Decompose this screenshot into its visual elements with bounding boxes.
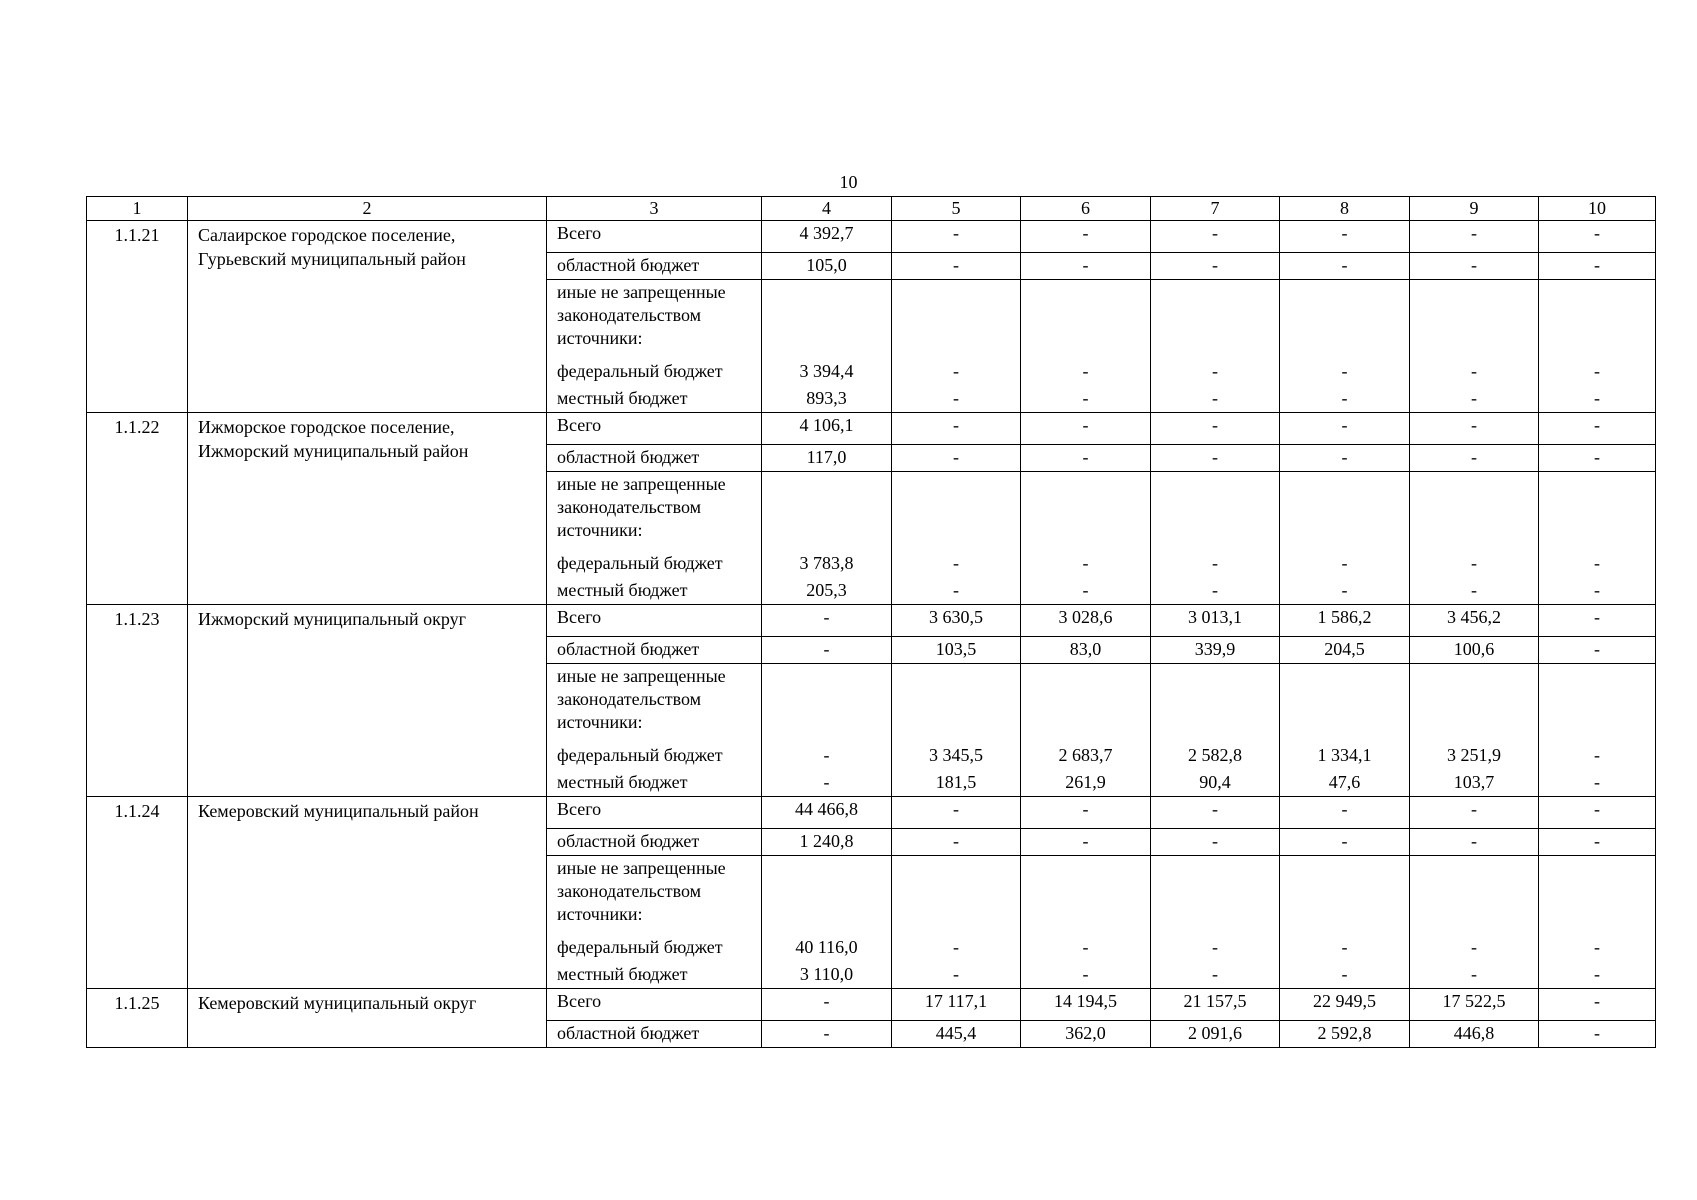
value-cell: 103,7 xyxy=(1410,769,1539,797)
value-cell: - xyxy=(1539,358,1656,385)
value-cell xyxy=(892,280,1021,359)
value-cell xyxy=(1151,280,1280,359)
value-cell: - xyxy=(1280,385,1410,413)
value-cell: 4 392,7 xyxy=(762,221,892,253)
value-cell: 117,0 xyxy=(762,445,892,472)
value-cell: 3 630,5 xyxy=(892,605,1021,637)
budget-table xyxy=(86,196,1656,1048)
value-cell: - xyxy=(1539,637,1656,664)
column-header: 8 xyxy=(1280,197,1410,221)
value-cell: - xyxy=(1151,934,1280,961)
value-cell: 21 157,5 xyxy=(1151,989,1280,1021)
value-cell: - xyxy=(1280,797,1410,829)
value-cell: - xyxy=(892,829,1021,856)
item-code: 1.1.22 xyxy=(87,413,188,605)
value-cell: - xyxy=(1280,829,1410,856)
value-cell: - xyxy=(1280,934,1410,961)
value-cell: - xyxy=(1021,358,1151,385)
value-cell: - xyxy=(1539,550,1656,577)
value-cell: - xyxy=(1151,221,1280,253)
value-cell: - xyxy=(1410,797,1539,829)
value-cell: - xyxy=(1021,829,1151,856)
source-label: местный бюджет xyxy=(547,961,762,989)
value-cell xyxy=(1410,280,1539,359)
value-cell: - xyxy=(1539,605,1656,637)
value-cell: 3 345,5 xyxy=(892,742,1021,769)
value-cell: - xyxy=(1151,358,1280,385)
value-cell: - xyxy=(1539,385,1656,413)
value-cell: - xyxy=(892,221,1021,253)
value-cell: - xyxy=(1021,221,1151,253)
source-label: областной бюджет xyxy=(547,829,762,856)
source-label: иные не запрещенные законодательством источники: xyxy=(547,280,762,359)
value-cell: - xyxy=(1410,358,1539,385)
value-cell: - xyxy=(892,797,1021,829)
value-cell: - xyxy=(1539,445,1656,472)
value-cell: - xyxy=(1410,253,1539,280)
value-cell: 1 586,2 xyxy=(1280,605,1410,637)
value-cell xyxy=(892,856,1021,935)
value-cell: - xyxy=(892,550,1021,577)
value-cell xyxy=(1280,472,1410,551)
value-cell xyxy=(1539,664,1656,743)
value-cell: 2 582,8 xyxy=(1151,742,1280,769)
value-cell: - xyxy=(1410,829,1539,856)
value-cell: - xyxy=(1021,253,1151,280)
value-cell: - xyxy=(1021,934,1151,961)
value-cell: 17 117,1 xyxy=(892,989,1021,1021)
value-cell: 3 783,8 xyxy=(762,550,892,577)
item-code: 1.1.24 xyxy=(87,797,188,989)
value-cell: 4 106,1 xyxy=(762,413,892,445)
value-cell: - xyxy=(1021,445,1151,472)
value-cell: 446,8 xyxy=(1410,1021,1539,1048)
value-cell: - xyxy=(892,253,1021,280)
value-cell xyxy=(1539,280,1656,359)
value-cell: - xyxy=(892,445,1021,472)
value-cell xyxy=(892,472,1021,551)
value-cell: - xyxy=(1539,934,1656,961)
value-cell: 1 334,1 xyxy=(1280,742,1410,769)
item-name: Салаирское городское поселение, Гурьевский муниципальный район xyxy=(188,221,547,413)
source-label: иные не запрещенные законодательством источники: xyxy=(547,472,762,551)
value-cell: - xyxy=(1151,385,1280,413)
value-cell xyxy=(892,664,1021,743)
column-header: 6 xyxy=(1021,197,1151,221)
value-cell: 2 592,8 xyxy=(1280,1021,1410,1048)
value-cell: - xyxy=(1539,961,1656,989)
value-cell: - xyxy=(1410,445,1539,472)
value-cell: 47,6 xyxy=(1280,769,1410,797)
value-cell: - xyxy=(1151,413,1280,445)
column-header: 1 xyxy=(87,197,188,221)
value-cell xyxy=(1410,472,1539,551)
item-name: Кемеровский муниципальный округ xyxy=(188,989,547,1048)
value-cell: - xyxy=(1280,413,1410,445)
value-cell: - xyxy=(1021,550,1151,577)
column-header: 3 xyxy=(547,197,762,221)
value-cell: - xyxy=(1539,797,1656,829)
value-cell: - xyxy=(892,385,1021,413)
value-cell: 3 028,6 xyxy=(1021,605,1151,637)
value-cell: - xyxy=(1151,445,1280,472)
source-label: федеральный бюджет xyxy=(547,358,762,385)
source-label: иные не запрещенные законодательством источники: xyxy=(547,856,762,935)
item-code: 1.1.25 xyxy=(87,989,188,1048)
value-cell: - xyxy=(1410,961,1539,989)
value-cell: 105,0 xyxy=(762,253,892,280)
value-cell: 103,5 xyxy=(892,637,1021,664)
value-cell: 3 251,9 xyxy=(1410,742,1539,769)
table-row xyxy=(87,989,1656,1021)
value-cell: - xyxy=(1410,413,1539,445)
value-cell: - xyxy=(762,605,892,637)
value-cell xyxy=(1151,856,1280,935)
value-cell: - xyxy=(762,769,892,797)
value-cell: - xyxy=(1539,253,1656,280)
value-cell: - xyxy=(1151,797,1280,829)
value-cell: 90,4 xyxy=(1151,769,1280,797)
value-cell: - xyxy=(1410,221,1539,253)
value-cell: - xyxy=(1151,550,1280,577)
value-cell: - xyxy=(1021,577,1151,605)
value-cell xyxy=(1151,664,1280,743)
value-cell: - xyxy=(1280,445,1410,472)
table-row xyxy=(87,797,1656,829)
value-cell: 205,3 xyxy=(762,577,892,605)
value-cell: 40 116,0 xyxy=(762,934,892,961)
value-cell xyxy=(1410,664,1539,743)
value-cell xyxy=(762,856,892,935)
source-label: Всего xyxy=(547,605,762,637)
value-cell: - xyxy=(1410,550,1539,577)
source-label: Всего xyxy=(547,797,762,829)
value-cell xyxy=(1021,280,1151,359)
value-cell: - xyxy=(1539,221,1656,253)
table-row xyxy=(87,605,1656,637)
source-label: иные не запрещенные законодательством источники: xyxy=(547,664,762,743)
value-cell: - xyxy=(1021,797,1151,829)
value-cell xyxy=(1021,856,1151,935)
value-cell xyxy=(762,664,892,743)
value-cell xyxy=(1280,856,1410,935)
source-label: Всего xyxy=(547,413,762,445)
value-cell: - xyxy=(1539,769,1656,797)
value-cell: 17 522,5 xyxy=(1410,989,1539,1021)
value-cell: - xyxy=(892,413,1021,445)
source-label: федеральный бюджет xyxy=(547,934,762,961)
value-cell: - xyxy=(1539,1021,1656,1048)
value-cell xyxy=(1539,472,1656,551)
value-cell: - xyxy=(1280,961,1410,989)
value-cell: - xyxy=(1021,413,1151,445)
item-name: Кемеровский муниципальный район xyxy=(188,797,547,989)
value-cell: 181,5 xyxy=(892,769,1021,797)
value-cell: 1 240,8 xyxy=(762,829,892,856)
source-label: местный бюджет xyxy=(547,577,762,605)
value-cell: - xyxy=(1539,829,1656,856)
value-cell: - xyxy=(762,989,892,1021)
source-label: областной бюджет xyxy=(547,445,762,472)
value-cell: - xyxy=(762,637,892,664)
value-cell: - xyxy=(892,577,1021,605)
table-row xyxy=(87,221,1656,253)
value-cell xyxy=(762,472,892,551)
source-label: местный бюджет xyxy=(547,769,762,797)
value-cell: 362,0 xyxy=(1021,1021,1151,1048)
value-cell: - xyxy=(1410,934,1539,961)
value-cell: - xyxy=(1151,961,1280,989)
value-cell: - xyxy=(1539,413,1656,445)
column-header: 10 xyxy=(1539,197,1656,221)
column-header: 9 xyxy=(1410,197,1539,221)
value-cell: 339,9 xyxy=(1151,637,1280,664)
item-name: Ижморское городское поселение, Ижморский муниципальный район xyxy=(188,413,547,605)
header-row xyxy=(87,197,1656,221)
value-cell: - xyxy=(1280,358,1410,385)
value-cell xyxy=(1021,472,1151,551)
source-label: федеральный бюджет xyxy=(547,742,762,769)
column-header: 2 xyxy=(188,197,547,221)
value-cell: - xyxy=(762,1021,892,1048)
value-cell: - xyxy=(762,742,892,769)
column-header: 4 xyxy=(762,197,892,221)
value-cell: - xyxy=(892,961,1021,989)
value-cell: - xyxy=(1151,829,1280,856)
item-name: Ижморский муниципальный округ xyxy=(188,605,547,797)
value-cell: 44 466,8 xyxy=(762,797,892,829)
value-cell: 100,6 xyxy=(1410,637,1539,664)
source-label: областной бюджет xyxy=(547,253,762,280)
value-cell: 83,0 xyxy=(1021,637,1151,664)
value-cell: 3 394,4 xyxy=(762,358,892,385)
value-cell: - xyxy=(1280,550,1410,577)
value-cell: 2 683,7 xyxy=(1021,742,1151,769)
column-header: 5 xyxy=(892,197,1021,221)
value-cell: 204,5 xyxy=(1280,637,1410,664)
value-cell: - xyxy=(1151,253,1280,280)
value-cell xyxy=(1280,664,1410,743)
source-label: местный бюджет xyxy=(547,385,762,413)
value-cell xyxy=(1280,280,1410,359)
column-header: 7 xyxy=(1151,197,1280,221)
source-label: областной бюджет xyxy=(547,1021,762,1048)
source-label: Всего xyxy=(547,989,762,1021)
value-cell: 22 949,5 xyxy=(1280,989,1410,1021)
value-cell: 893,3 xyxy=(762,385,892,413)
value-cell: - xyxy=(1280,253,1410,280)
value-cell: 445,4 xyxy=(892,1021,1021,1048)
value-cell: - xyxy=(892,358,1021,385)
value-cell xyxy=(1539,856,1656,935)
value-cell xyxy=(1410,856,1539,935)
value-cell: - xyxy=(1410,577,1539,605)
value-cell: - xyxy=(1539,989,1656,1021)
value-cell: - xyxy=(1280,577,1410,605)
value-cell: - xyxy=(1539,742,1656,769)
value-cell xyxy=(762,280,892,359)
value-cell: 3 456,2 xyxy=(1410,605,1539,637)
item-code: 1.1.21 xyxy=(87,221,188,413)
value-cell: 3 110,0 xyxy=(762,961,892,989)
value-cell: - xyxy=(1021,961,1151,989)
value-cell: 14 194,5 xyxy=(1021,989,1151,1021)
source-label: Всего xyxy=(547,221,762,253)
value-cell: - xyxy=(1151,577,1280,605)
item-code: 1.1.23 xyxy=(87,605,188,797)
value-cell: - xyxy=(1410,385,1539,413)
value-cell: - xyxy=(892,934,1021,961)
value-cell: - xyxy=(1539,577,1656,605)
value-cell xyxy=(1021,664,1151,743)
value-cell: 261,9 xyxy=(1021,769,1151,797)
source-label: областной бюджет xyxy=(547,637,762,664)
page-number: 10 xyxy=(839,172,858,192)
value-cell: 2 091,6 xyxy=(1151,1021,1280,1048)
table-row xyxy=(87,413,1656,445)
value-cell: - xyxy=(1021,385,1151,413)
source-label: федеральный бюджет xyxy=(547,550,762,577)
value-cell: - xyxy=(1280,221,1410,253)
value-cell xyxy=(1151,472,1280,551)
value-cell: 3 013,1 xyxy=(1151,605,1280,637)
